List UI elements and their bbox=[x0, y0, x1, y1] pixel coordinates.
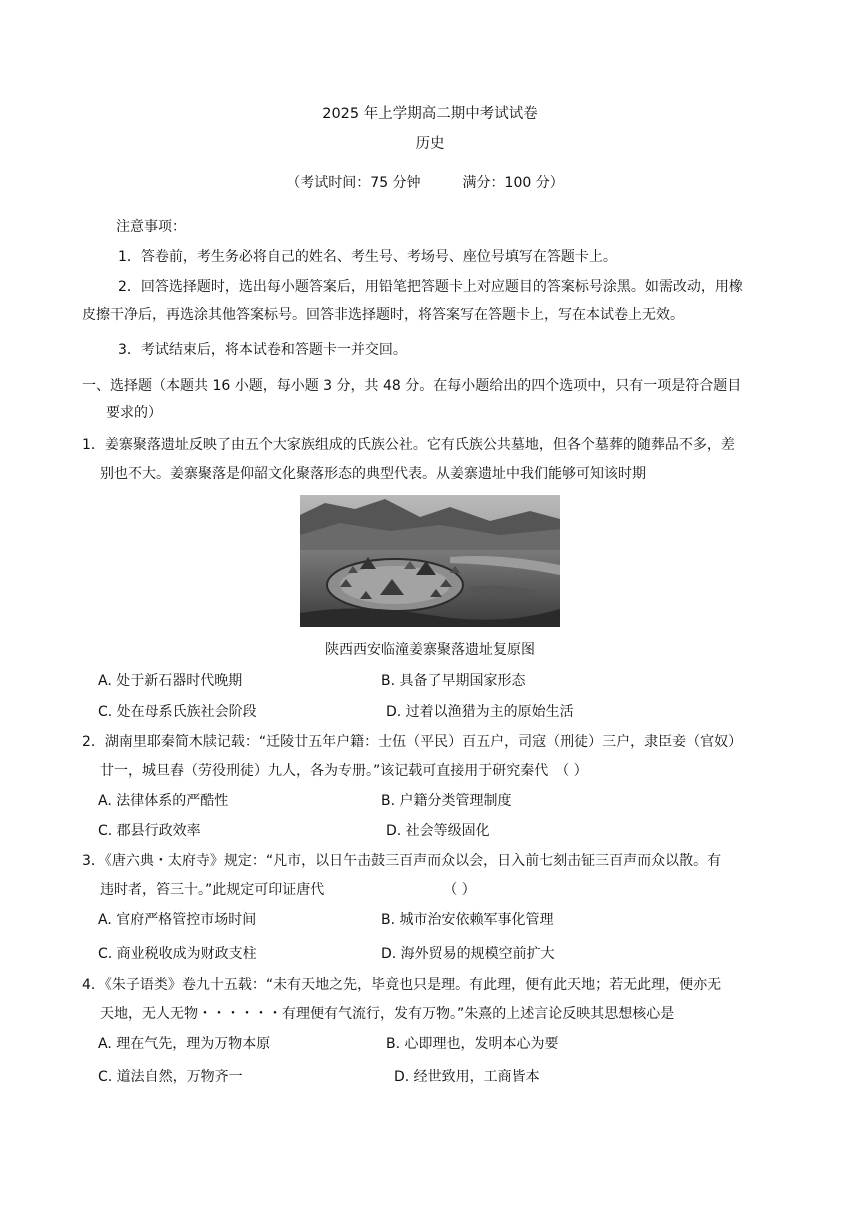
section-heading-line-1: 一、选择题（本题共 16 小题，每小题 3 分，共 48 分。在每小题给出的四个选项中，只有一项是符合题目 bbox=[82, 378, 742, 394]
settlement-reconstruction-image bbox=[300, 495, 560, 627]
note-item-3: 3．考试结束后，将本试卷和答题卡一并交回。 bbox=[118, 342, 407, 358]
question-1-option-c: C. 处在母系氏族社会阶段 bbox=[98, 704, 257, 720]
question-3-line-2: 违时者，笞三十。”此规定可印证唐代 （ ） bbox=[100, 882, 476, 898]
question-4-option-b: B. 心即理也，发明本心为要 bbox=[386, 1036, 559, 1052]
question-4-option-d: D. 经世致用，工商皆本 bbox=[394, 1069, 540, 1085]
exam-time: （考试时间：75 分钟 bbox=[286, 175, 421, 191]
question-1-option-a: A. 处于新石器时代晚期 bbox=[98, 673, 243, 689]
question-1-line-2: 别也不大。姜寨聚落是仰韶文化聚落形态的典型代表。从姜寨遗址中我们能够可知该时期 bbox=[100, 466, 646, 482]
note-item-2-line-2: 皮擦干净后，再选涂其他答案标号。回答非选择题时，将答案写在答题卡上，写在本试卷上无效。 bbox=[82, 307, 684, 323]
exam-subject: 历史 bbox=[415, 136, 445, 152]
question-2-option-a: A. 法律体系的严酷性 bbox=[98, 793, 229, 809]
question-3-option-d: D. 海外贸易的规模空前扩大 bbox=[381, 946, 555, 962]
question-4-option-c: C. 道法自然，万物齐一 bbox=[98, 1069, 243, 1085]
note-item-1: 1．答卷前，考生务必将自己的姓名、考生号、考场号、座位号填写在答题卡上。 bbox=[118, 249, 617, 265]
question-4-option-a: A. 理在气先，理为万物本原 bbox=[98, 1036, 271, 1052]
notes-heading: 注意事项： bbox=[116, 219, 186, 235]
question-1-option-b: B. 具备了早期国家形态 bbox=[381, 673, 526, 689]
question-2-line-1: 2．湖南里耶秦简木牍记载：“迁陵廿五年户籍：士伍（平民）百五户，司寇（刑徒）三户，隶臣妾（官奴） bbox=[82, 734, 743, 750]
question-2-option-d: D. 社会等级固化 bbox=[386, 823, 490, 839]
question-3-option-b: B. 城市治安依赖军事化管理 bbox=[381, 912, 554, 928]
image-caption: 陕西西安临潼姜寨聚落遗址复原图 bbox=[325, 642, 535, 658]
question-1-line-1: 1．姜寨聚落遗址反映了由五个大家族组成的氏族公社。它有氏族公共墓地，但各个墓葬的随葬品不多，差 bbox=[82, 437, 735, 453]
question-3-option-a: A. 官府严格管控市场时间 bbox=[98, 912, 257, 928]
note-item-2-line-1: 2．回答选择题时，选出每小题答案后，用铅笔把答题卡上对应题目的答案标号涂黑。如需改动，用橡 bbox=[118, 279, 743, 295]
full-score: 满分：100 分） bbox=[462, 175, 564, 191]
question-2-option-b: B. 户籍分类管理制度 bbox=[381, 793, 512, 809]
question-4-line-1: 4．《朱子语类》卷九十五载：“未有天地之先，毕竟也只是理。有此理，便有此天地；若无此理，便亦无 bbox=[82, 977, 722, 993]
section-heading-line-2: 要求的） bbox=[106, 405, 162, 421]
question-1-option-d: D. 过着以渔猎为主的原始生活 bbox=[386, 704, 574, 720]
question-2-line-2: 廿一，城旦舂（劳役刑徒）九人，各为专册。”该记载可直接用于研究秦代 （ ） bbox=[100, 763, 588, 779]
question-3-option-c: C. 商业税收成为财政支柱 bbox=[98, 946, 257, 962]
exam-meta bbox=[0, 173, 860, 193]
question-3-line-1: 3．《唐六典・太府寺》规定：“凡市，以日午击鼓三百声而众以会，日入前七刻击钲三百声而众以散。有 bbox=[82, 853, 722, 869]
question-2-option-c: C. 郡县行政效率 bbox=[98, 823, 201, 839]
question-4-line-2: 天地，无人无物・・・・・・有理便有气流行，发有万物。”朱熹的上述言论反映其思想核心是 bbox=[100, 1006, 675, 1022]
exam-title: 2025 年上学期高二期中考试试卷 bbox=[322, 106, 538, 122]
